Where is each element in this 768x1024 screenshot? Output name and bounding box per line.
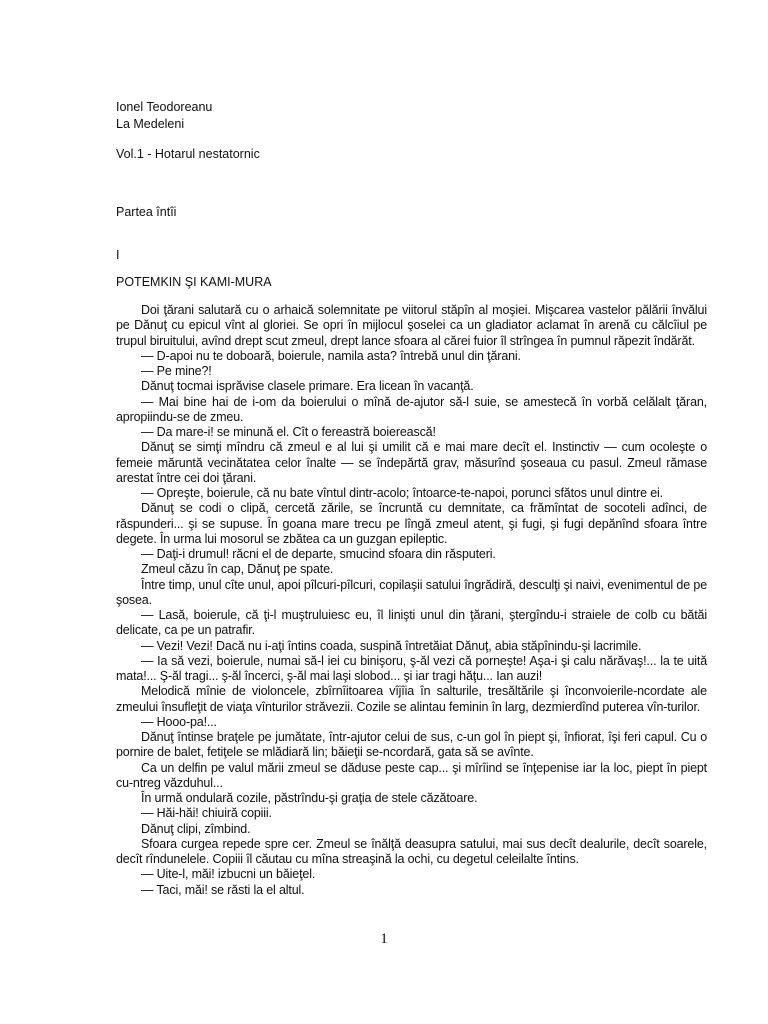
chapter-body <box>116 303 707 898</box>
paragraph: Între timp, unul cîte unul, apoi pîlcuri-pîlcuri, copilaşii satului îngrădiră, desculţi şi naivi, evenimentul de pe şosea. <box>116 577 707 607</box>
paragraph: — Taci, măi! se răsti la el altul. <box>141 882 305 897</box>
author-name: Ionel Teodoreanu <box>116 100 213 114</box>
paragraph: Doi ţărani salutară cu o arhaică solemnitate pe viitorul stăpîn al moşiei. Mişcarea vastelor pălării învălui pe Dănuţ cu epicul vînt al gloriei. Se opri în mijlocul şoselei ca un gladiator aclamat în arenă cu călcîiul pe trupul biruitului, avînd drept scut zmeul, drept lance sfoara al cărei fuior îl strîngea în pumnul răpezit îndărăt. <box>116 303 707 348</box>
paragraph: — Da mare-i! se minună el. Cît o fereastră boierească! <box>141 425 436 439</box>
paragraph: — D-apoi nu te doboară, boierule, namila asta? întrebă unul din ţărani. <box>141 348 521 363</box>
chapter-number: I <box>116 248 120 262</box>
paragraph: — Hăi-hăi! chiuiră copiii. <box>141 806 272 821</box>
paragraph: Zmeul căzu în cap, Dănuţ pe spate. <box>141 562 334 577</box>
paragraph: În urmă ondulară cozile, păstrîndu-şi graţia de stele căzătoare. <box>141 791 478 805</box>
chapter-title: POTEMKIN ŞI KAMI-MURA <box>116 275 272 289</box>
paragraph: Melodică mînie de violoncele, zbîrnîitoarea vîjîia în salturile, tresăltările şi înconvoierile-ncordate ale zmeului însufleţit de viaţa vînturilor străvezii. Cozile se alintau feminin în larg, dezmierdînd puterea vîn-turilor. <box>116 684 707 714</box>
paragraph: Dănuţ clipi, zîmbind. <box>141 821 251 836</box>
paragraph: — Mai bine hai de i-om da boierului o mînă de-ajutor să-l suie, se amestecă în vorbă celălalt ţăran, apropiindu-se de zmeu. <box>116 394 707 424</box>
paragraph: — Hooo-pa!... <box>141 714 217 729</box>
paragraph: Dănuţ întinse braţele pe jumătate, într-ajutor celui de sus, c-un gol în piept şi, înfiorat, îşi feri capul. Cu o pornire de balet, fetiţele se mlădiară lin; băieţii se-ncordară, gata să se avînte. <box>116 730 707 760</box>
paragraph: — Daţi-i drumul! răcni el de departe, smucind sfoara din răsputeri. <box>141 547 496 561</box>
part-title: Partea întîi <box>116 205 177 219</box>
paragraph: — Pe mine?! <box>141 364 212 378</box>
paragraph: — Opreşte, boierule, că nu bate vîntul dintr-acolo; întoarce-te-napoi, porunci sfătos unul dintre ei. <box>141 486 663 500</box>
paragraph: Dănuţ se codi o clipă, cercetă zările, se încruntă cu demnitate, ca frămîntat de socoteli adînci, de răspunderi... şi se supuse. În goana mare trecu pe lîngă zmeul atent, şi fugi, şi fugi depănînd sfoara între degete. În urma lui mosorul se zbătea ca un guzgan epileptic. <box>116 501 707 546</box>
paragraph: Sfoara curgea repede spre cer. Zmeul se înălţă deasupra satului, mai sus decît dealurile, decît soarele, decît rîndunelele. Copiii îl căutau cu mîna streaşină la ochi, cu degetul celeilalte întins. <box>116 836 707 866</box>
paragraph: Dănuţ se simţi mîndru că zmeul e al lui şi umilit că e mai mare decît el. Instinctiv — cum ocoleşte o femeie măruntă vecinătatea celor înalte — se îndepărtă grav, măsurînd şoseaua cu pasul. Zmeul rămase arestat între cei doi ţărani. <box>116 440 707 485</box>
paragraph: Dănuţ tocmai isprăvise clasele primare. Era licean în vacanţă. <box>141 379 474 394</box>
paragraph: — Ia să vezi, boierule, numai să-l iei cu binişoru, ş-ăl vezi că porneşte! Aşa-i şi calu nărăvaş!... la te uită mata!... Ş-ăl tragi... ş-ăl încerci, ş-ăl mai laşi slobod... şi iar tragi hăţu... Ian auzi! <box>116 653 707 683</box>
paragraph: — Vezi! Vezi! Dacă nu i-aţi întins coada, suspină întretăiat Dănuţ, abia stăpînindu-şi lacrimile. <box>141 638 642 653</box>
paragraph: Ca un delfin pe valul mării zmeul se dăduse peste cap... şi mîrîind se înţepenise iar la loc, piept în piept cu-ntreg văzduhul... <box>116 760 707 790</box>
page-number: 1 <box>380 931 388 947</box>
paragraph: — Lasă, boierule, că ţi-l muştruluiesc eu, îl linişti unul din ţărani, ştergîndu-i straiele de colb cu bătăi delicate, ca pe un patrafir. <box>116 608 707 638</box>
paragraph: — Uite-l, măi! izbucni un băieţel. <box>141 867 316 882</box>
volume-title: Vol.1 - Hotarul nestatornic <box>116 147 260 161</box>
book-title: La Medeleni <box>116 117 185 131</box>
